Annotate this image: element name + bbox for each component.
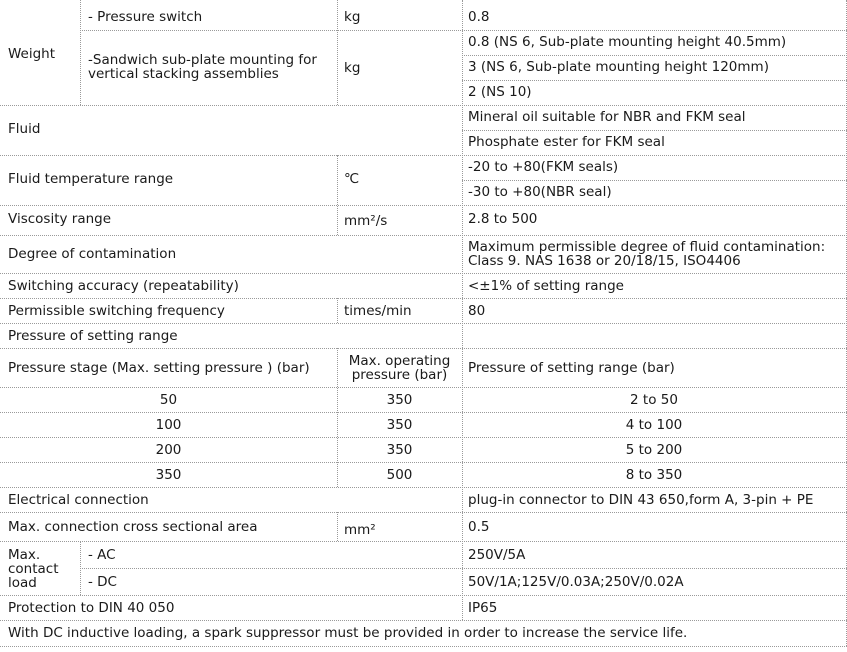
pressure-switch-value: 0.8 (468, 9, 490, 25)
column-divider (337, 298, 338, 323)
pressure-stage-cell: 200 (155, 442, 182, 458)
contamination-value: Maximum permissible degree of fluid contamination: (468, 239, 826, 255)
contact-load-label: load (8, 575, 37, 591)
row-divider (0, 387, 847, 388)
row-divider (0, 646, 847, 647)
row-divider (0, 155, 847, 156)
setting-range-cell: 4 to 100 (625, 417, 683, 433)
row-divider (0, 105, 847, 106)
row-divider (0, 462, 847, 463)
switching-accuracy-value: <±1% of setting range (468, 278, 624, 294)
row-divider (0, 348, 847, 349)
row-divider (0, 595, 847, 596)
setting-range-header: Pressure of setting range (bar) (468, 360, 675, 376)
fluid-label: Fluid (8, 121, 41, 137)
sandwich-value: 2 (NS 10) (468, 84, 532, 100)
switching-accuracy-label: Switching accuracy (repeatability) (8, 278, 239, 294)
fluid-temperature-label: Fluid temperature range (8, 171, 174, 187)
switching-frequency-value: 80 (468, 303, 486, 319)
row-divider (0, 512, 847, 513)
row-divider (0, 235, 847, 236)
pressure-setting-section-label: Pressure of setting range (8, 328, 178, 344)
row-divider (0, 205, 847, 206)
sub-row-divider (462, 55, 847, 56)
fluid-value: Phosphate ester for FKM seal (468, 134, 665, 150)
row-divider (0, 487, 847, 488)
row-divider (0, 412, 847, 413)
service-life-note: With DC inductive loading, a spark suppressor must be provided in order to increase the service life. (8, 625, 688, 641)
row-divider (0, 323, 847, 324)
fluid-value: Mineral oil suitable for NBR and FKM seal (468, 109, 746, 125)
protection-label: Protection to DIN 40 050 (8, 600, 175, 616)
contact-load-dc-value: 50V/1A;125V/0.03A;250V/0.02A (468, 574, 684, 590)
column-divider (80, 541, 81, 595)
weight-label: Weight (8, 46, 56, 62)
sandwich-value: 0.8 (NS 6, Sub-plate mounting height 40.5mm) (468, 34, 787, 50)
column-divider (80, 0, 81, 105)
column-divider (337, 155, 338, 235)
row-divider (80, 30, 847, 31)
row-divider (0, 298, 847, 299)
sandwich-label: vertical stacking assemblies (88, 66, 279, 82)
pressure-stage-cell: 100 (155, 417, 182, 433)
setting-range-cell: 5 to 200 (625, 442, 683, 458)
fluid-temperature-value: -30 to +80(NBR seal) (468, 184, 612, 200)
protection-value: IP65 (468, 600, 498, 616)
switching-frequency-label: Permissible switching frequency (8, 303, 225, 319)
pressure-switch-label: - Pressure switch (88, 9, 203, 25)
operating-pressure-header: pressure (bar) (351, 367, 448, 383)
cross-section-label: Max. connection cross sectional area (8, 519, 258, 535)
contact-load-ac-label: - AC (88, 547, 116, 563)
sub-row-divider (462, 130, 847, 131)
switching-frequency-unit: times/min (344, 303, 412, 319)
fluid-temperature-value: -20 to +80(FKM seals) (468, 159, 619, 175)
row-divider (0, 541, 847, 542)
column-divider (337, 512, 338, 541)
operating-pressure-cell: 350 (386, 442, 413, 458)
setting-range-cell: 8 to 350 (625, 467, 683, 483)
contact-load-label: Max. (8, 547, 41, 563)
column-divider (337, 0, 338, 105)
contact-load-label: contact (8, 561, 59, 577)
electrical-label: Electrical connection (8, 492, 149, 508)
operating-pressure-cell: 500 (386, 467, 413, 483)
viscosity-label: Viscosity range (8, 211, 112, 227)
row-divider (0, 273, 847, 274)
row-divider (80, 568, 847, 569)
setting-range-cell: 2 to 50 (630, 392, 678, 408)
sub-row-divider (462, 180, 847, 181)
operating-pressure-header: Max. operating (348, 353, 451, 369)
pressure-stage-cell: 350 (155, 467, 182, 483)
viscosity-value: 2.8 to 500 (468, 211, 538, 227)
fluid-temperature-unit: ℃ (344, 171, 360, 187)
sandwich-label: -Sandwich sub-plate mounting for (88, 52, 317, 68)
row-divider (0, 437, 847, 438)
pressure-stage-header: Pressure stage (Max. setting pressure ) (bar) (8, 360, 310, 376)
cross-section-value: 0.5 (468, 519, 490, 535)
electrical-value: plug-in connector to DIN 43 650,form A, 3-pin + PE (468, 492, 814, 508)
pressure-switch-unit: kg (344, 9, 361, 25)
contamination-value: Class 9. NAS 1638 or 20/18/15, ISO4406 (468, 253, 741, 269)
pressure-stage-cell: 50 (159, 392, 178, 408)
sandwich-value: 3 (NS 6, Sub-plate mounting height 120mm) (468, 59, 769, 75)
operating-pressure-cell: 350 (386, 392, 413, 408)
row-divider (0, 620, 847, 621)
contamination-label: Degree of contamination (8, 246, 177, 262)
cross-section-unit: mm² (344, 522, 376, 538)
sandwich-unit: kg (344, 60, 361, 76)
sub-row-divider (462, 80, 847, 81)
contact-load-ac-value: 250V/5A (468, 547, 526, 563)
contact-load-dc-label: - DC (88, 574, 117, 590)
column-divider (462, 0, 463, 620)
viscosity-unit: mm²/s (344, 213, 388, 229)
operating-pressure-cell: 350 (386, 417, 413, 433)
